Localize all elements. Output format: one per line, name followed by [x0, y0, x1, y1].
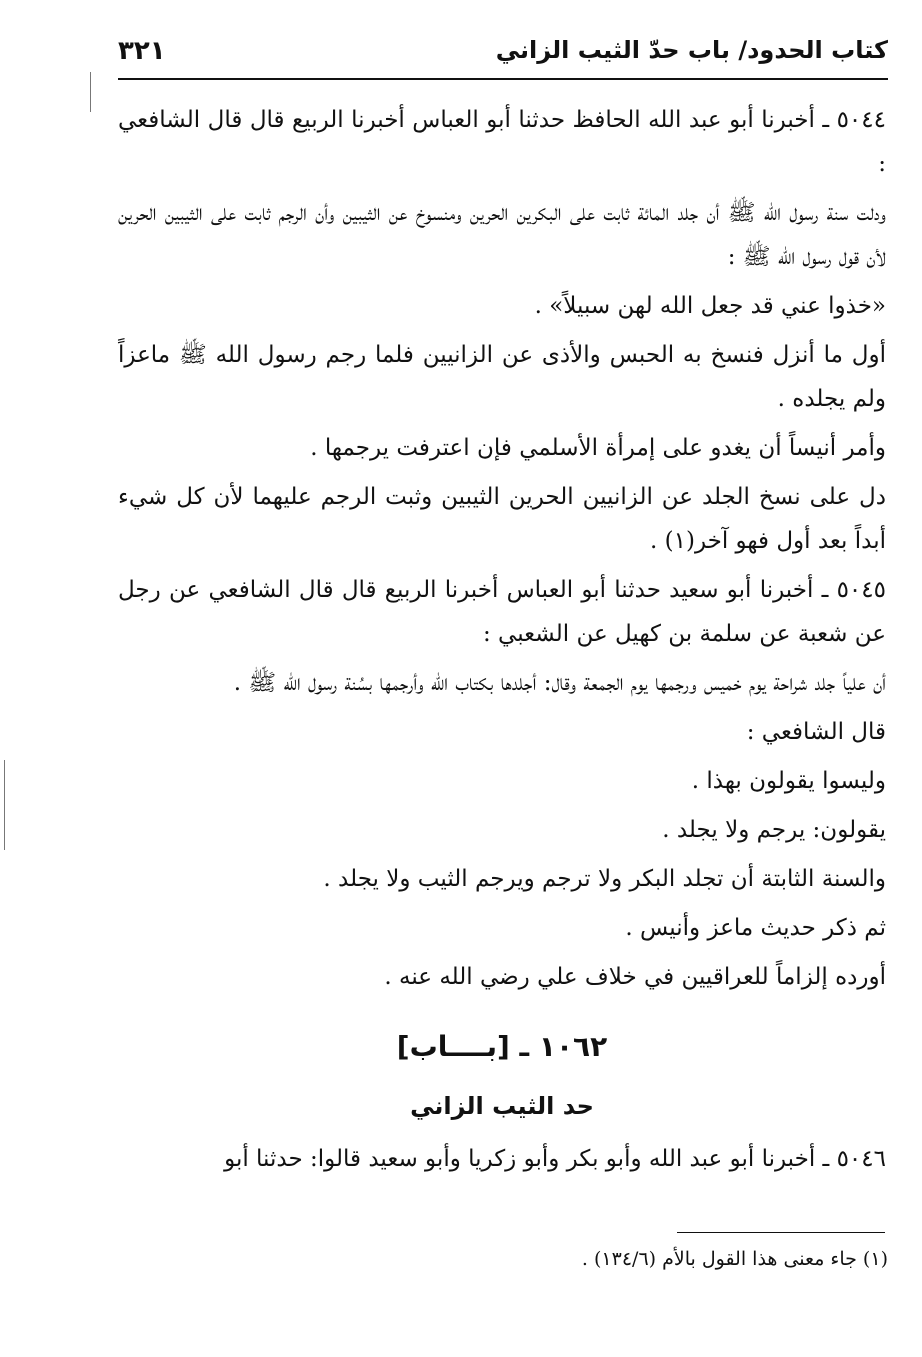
footnote: (١) جاء معنى هذا القول بالأم (١٣٤/٦) . — [581, 1248, 888, 1270]
paragraph: أن علياً جلد شراحة يوم خميس ورجمها يوم الجمعة وقال: أجلدها بكتاب الله وأرجمها بسُنة رسول الله ﷺ . — [233, 670, 886, 696]
paragraph: أول ما أنزل فنسخ به الحبس والأذى عن الزانيين فلما رجم رسول الله ﷺ ماعزاً ولم يجلده . — [118, 342, 886, 412]
paragraph: ٥٠٤٥ ـ أخبرنا أبو سعيد حدثنا أبو العباس أخبرنا الربيع قال قال الشافعي عن رجل عن شعبة عن سلمة بن كهيل عن الشعبي : — [118, 577, 886, 647]
paragraph: قال الشافعي : — [746, 719, 886, 745]
paragraph: والسنة الثابتة أن تجلد البكر ولا ترجم ويرجم الثيب ولا يجلد . — [323, 866, 886, 892]
scan-margin-mark — [4, 760, 5, 850]
paragraph: ٥٠٤٤ ـ أخبرنا أبو عبد الله الحافظ حدثنا أبو العباس أخبرنا الربيع قال قال الشافعي : — [118, 107, 886, 177]
chapter-number-heading: ١٠٦٢ ـ [بــــاب] — [396, 1030, 608, 1063]
paragraph: أورده إلزاماً للعراقيين في خلاف علي رضي الله عنه . — [384, 964, 886, 990]
paragraph: ودلت سنة رسول الله ﷺ أن جلد المائة ثابت على البكرين الحرين ومنسوخ عن الثيبين وأن الرجم ثابت على الثيبين الحرين لأن قول رسول الله ﷺ : — [118, 200, 886, 270]
page-number: ٣٢١ — [118, 36, 166, 66]
header-rule — [118, 78, 888, 80]
chapter-title: حد الثيب الزاني — [410, 1092, 594, 1120]
paragraph: ثم ذكر حديث ماعز وأنيس . — [625, 915, 886, 941]
paragraph: وليسوا يقولون بهذا . — [691, 768, 886, 794]
paragraph: دل على نسخ الجلد عن الزانيين الحرين الثيبين وثبت الرجم عليهما لأن كل شيء أبداً بعد أول فهو آخر(١) . — [118, 484, 886, 554]
paragraph: ٥٠٤٦ ـ أخبرنا أبو عبد الله وأبو بكر وأبو زكريا وأبو سعيد قالوا: حدثنا أبو — [224, 1146, 886, 1172]
page-body — [118, 98, 886, 1186]
running-title: كتاب الحدود/ باب حدّ الثيب الزاني — [495, 36, 888, 64]
paragraph: يقولون: يرجم ولا يجلد . — [662, 817, 886, 843]
paragraph: وأمر أنيساً أن يغدو على إمرأة الأسلمي فإن اعترفت يرجمها . — [310, 435, 886, 461]
scan-margin-mark — [90, 72, 91, 112]
page-header — [118, 28, 888, 78]
paragraph: «خذوا عني قد جعل الله لهن سبيلاً» . — [534, 293, 886, 319]
footnote-rule — [677, 1232, 885, 1233]
